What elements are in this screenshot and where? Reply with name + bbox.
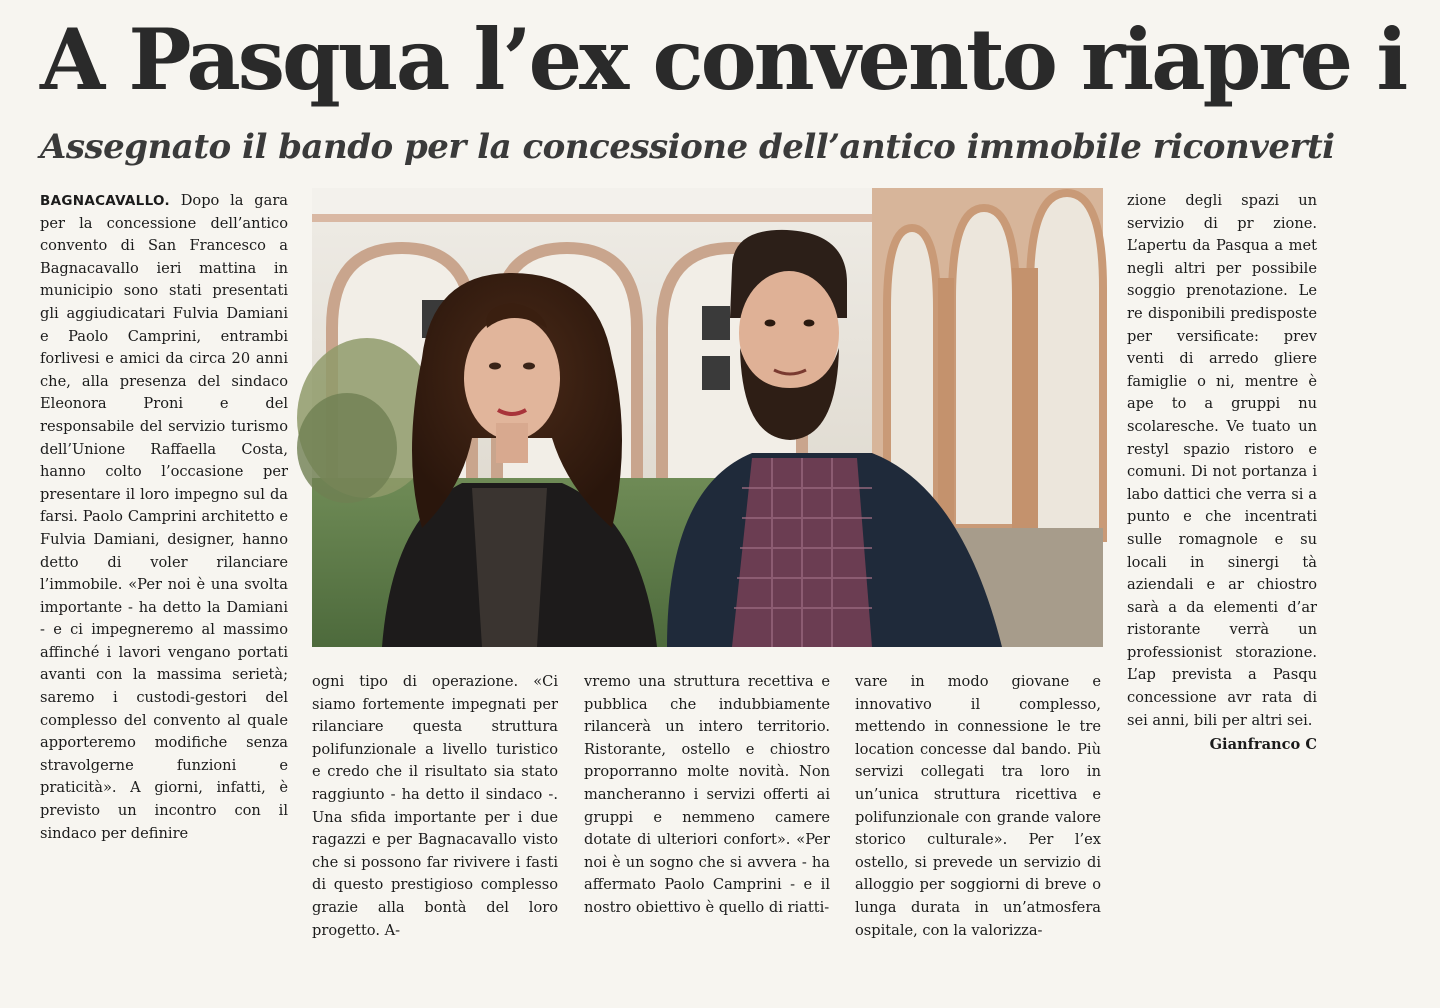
byline: Gianfranco C bbox=[1209, 736, 1317, 754]
headline: A Pasqua l’ex convento riapre i bbox=[40, 10, 1406, 109]
article-column-2: ogni tipo di operazione. «Ci siamo fortemente impegnati per rilanciare questa struttura polifunzionale a livello turistico e credo che il risultato sia stato raggiunto - ha detto il sindaco -. Una sfida importante per i due ragazzi e per Bagnacavallo visto che si possono far rivivere i fasti di questo prestigioso complesso grazie alla bontà del loro progetto. A- bbox=[312, 673, 558, 939]
article-column-4: vare in modo giovane e innovativo il complesso, mettendo in connessione le tre location concesse dal bando. Più servizi collegati tra loro in un’unica struttura ricettiva e polifunzionale con grande valore storico culturale». Per l’ex ostello, si prevede un servizio di alloggio per soggiorni di breve o lunga durata in un’atmosfera ospitale, con la valorizza- bbox=[855, 673, 1101, 939]
article-column-3: vremo una struttura recettiva e pubblica che indubbiamente rilancerà un intero territorio. Ristorante, ostello e chiostro proporranno molte novità. Non mancheranno i servizi offerti ai gruppi e nemmeno camere dotate di ulteriori confort». «Per noi è un sogno che si avvera - ha affermato Paolo Camprini - e il nostro obiettivo è quello di riatti- bbox=[584, 673, 830, 916]
column-1-text: Dopo la gara per la concessione dell’antico convento di San Francesco a Bagnacavallo ieri mattina in municipio sono stati presentati gli aggiudicatari Fulvia Damiani e Paolo Camprini, entrambi forlivesi e amici da circa 20 anni che, alla presenza del sindaco Eleonora Proni e del responsabile del servizio turismo dell’Unione Raffaella Costa, hanno colto l’occasione per presentare il loro impegno sul da farsi. Paolo Camprini architetto e Fulvia Damiani, designer, hanno detto di voler rilanciare l’immobile. «Per noi è una svolta importante - ha detto la Damiani - e ci impegneremo al massimo affinché i lavori vengano portati avanti con la massima serietà; saremo i custodi-gestori del complesso del convento al quale apporteremo modifiche senza stravolgerne funzioni e praticità». A giorni, infatti, è previsto un incontro con il sindaco per definire bbox=[40, 192, 288, 842]
dateline: BAGNACAVALLO. bbox=[40, 193, 170, 209]
subheadline: Assegnato il bando per la concessione dell’antico immobile riconverti bbox=[40, 127, 1335, 167]
article-photo bbox=[312, 188, 1103, 647]
column-5-text: zione degli spazi un servizio di pr zione. L’apertu da Pasqua a met negli altri per possibile soggio prenotazione. Le re disponibili predisposte per versificate: prev venti di arredo gliere famiglie o ni, mentre è ape to a gruppi nu scolaresche. Ve tuato un restyl spazio ristoro e comuni. Di not portanza i labo dattici che verra si a punto e che incentrati sulle romagnole e su locali in sinergi tà aziendali e ar chiostro sarà a da elementi d’ar ristorante verrà un professionist storazione. L’ap prevista a Pasqu concessione avr rata di sei anni, bili per altri sei. bbox=[1127, 192, 1317, 729]
article-column-5 bbox=[1127, 190, 1317, 990]
article-column-1 bbox=[40, 190, 288, 990]
